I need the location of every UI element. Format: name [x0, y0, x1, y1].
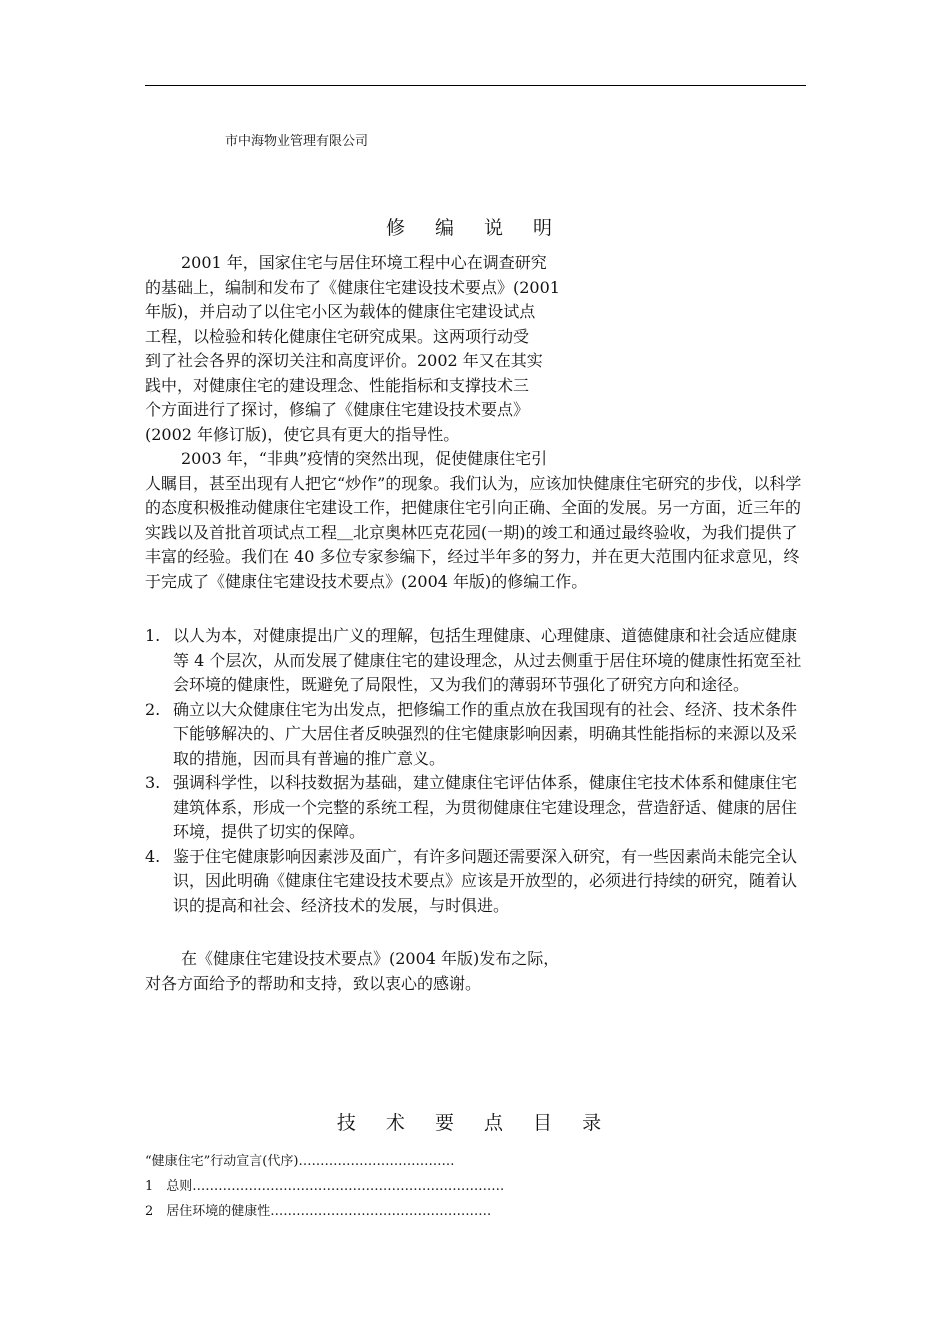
list-item-text: 强调科学性，以科技数据为基础，建立健康住宅评估体系，健康住宅技术体系和健康住宅建筑体系，形成一个完整的系统工程，为贯彻健康住宅建设理念，营造舒适、健康的居住环境，提供了切实的保障。: [173, 773, 798, 841]
list-item-text: 以人为本，对健康提出广义的理解，包括生理健康、心理健康、道德健康和社会适应健康等 4 个层次，从而发展了健康住宅的建设理念，从过去侧重于居住环境的健康性拓宽至社会环境的健康性，既避免了局限性，又为我们的薄弱环节强化了研究方向和途径。: [173, 626, 802, 694]
list-number: 4.: [145, 846, 161, 866]
list-item: [145, 845, 809, 919]
text-line: 个方面进行了探讨，修编了《健康住宅建设技术要点》: [145, 400, 530, 419]
list-item: [145, 771, 809, 845]
toc-leader: ………………………………: [298, 1154, 455, 1169]
company-name: 市中海物业管理有限公司: [225, 134, 369, 149]
toc-entry-label: 2 居住环境的健康性: [145, 1204, 271, 1219]
text-line: 在《健康住宅建设技术要点》(2004 年版)发布之际，: [181, 949, 560, 968]
header-rule: [145, 85, 806, 86]
toc-entry[interactable]: [145, 1200, 573, 1219]
toc-entry[interactable]: [145, 1150, 573, 1169]
text-line: 践中，对健康住宅的建设理念、性能指标和支撑技术三: [145, 375, 530, 395]
toc-entry-label: “健康住宅”行动宣言(代序): [145, 1154, 299, 1169]
paragraph-body: 人瞩目，甚至出现有人把它“炒作”的现象。我们认为，应该加快健康住宅研究的步伐，以科学的态度积极推动健康住宅建设工作，把健康住宅引向正确、全面的发展。另一方面，近三年的实践以及首批首项试点工程＿北京奥林匹克花园(一期)的竣工和通过最终验收，为我们提供了丰富的经验。我们在 40 多位专家参编下，经过半年多的努力，并在更大范围内征求意见，终于完成了《健康住宅建设技术要点》(2004 年版)的修编工作。: [145, 473, 802, 591]
paragraph-2003: [145, 447, 810, 594]
text-line: 年版)，并启动了以住宅小区为载体的健康住宅建设试点: [145, 302, 536, 321]
numbered-list: [145, 624, 809, 918]
text-line: 工程，以检验和转化健康住宅研究成果。这两项行动受: [145, 326, 530, 346]
toc-entry-label: 1 总则: [145, 1179, 193, 1194]
toc-leader: ………………………………………………………………: [192, 1179, 505, 1194]
section-title-toc: 技 术 要 点 目 录: [336, 1112, 614, 1134]
list-item: [145, 624, 809, 698]
list-item: [145, 698, 809, 772]
text-line: 2001 年，国家住宅与居住环境工程中心在调查研究: [181, 253, 547, 272]
text-line: 对各方面给予的帮助和支持，致以衷心的感谢。: [145, 973, 482, 993]
list-number: 1.: [145, 626, 161, 645]
toc-entry[interactable]: [145, 1175, 573, 1194]
text-line: 的基础上，编制和发布了《健康住宅建设技术要点》(2001: [145, 277, 560, 297]
list-item-text: 鉴于住宅健康影响因素涉及面广，有许多问题还需要深入研究，有一些因素尚未能完全认识，因此明确《健康住宅建设技术要点》应该是开放型的，必须进行持续的研究，随着认识的提高和社会、经济技术的发展，与时俱进。: [173, 846, 798, 915]
text-line: 到了社会各界的深切关注和高度评价。2002 年又在其实: [145, 351, 543, 370]
list-number: 3.: [145, 773, 161, 792]
text-line: (2002 年修订版)，使它具有更大的指导性。: [145, 424, 460, 444]
list-number: 2.: [145, 699, 161, 719]
closing-paragraph: [145, 947, 810, 996]
section-title-revision-notes: 修 编 说 明: [385, 217, 565, 239]
paragraph-2001: [145, 251, 615, 447]
toc-leader: ……………………………………………: [270, 1204, 492, 1219]
list-item-text: 确立以大众健康住宅为出发点，把修编工作的重点放在我国现有的社会、经济、技术条件下能够解决的、广大居住者反映强烈的住宅健康影响因素，明确其性能指标的来源以及采取的措施，因而具有普遍的推广意义。: [173, 699, 798, 768]
text-line: 2003 年，“非典”疫情的突然出现，促使健康住宅引: [181, 449, 548, 468]
